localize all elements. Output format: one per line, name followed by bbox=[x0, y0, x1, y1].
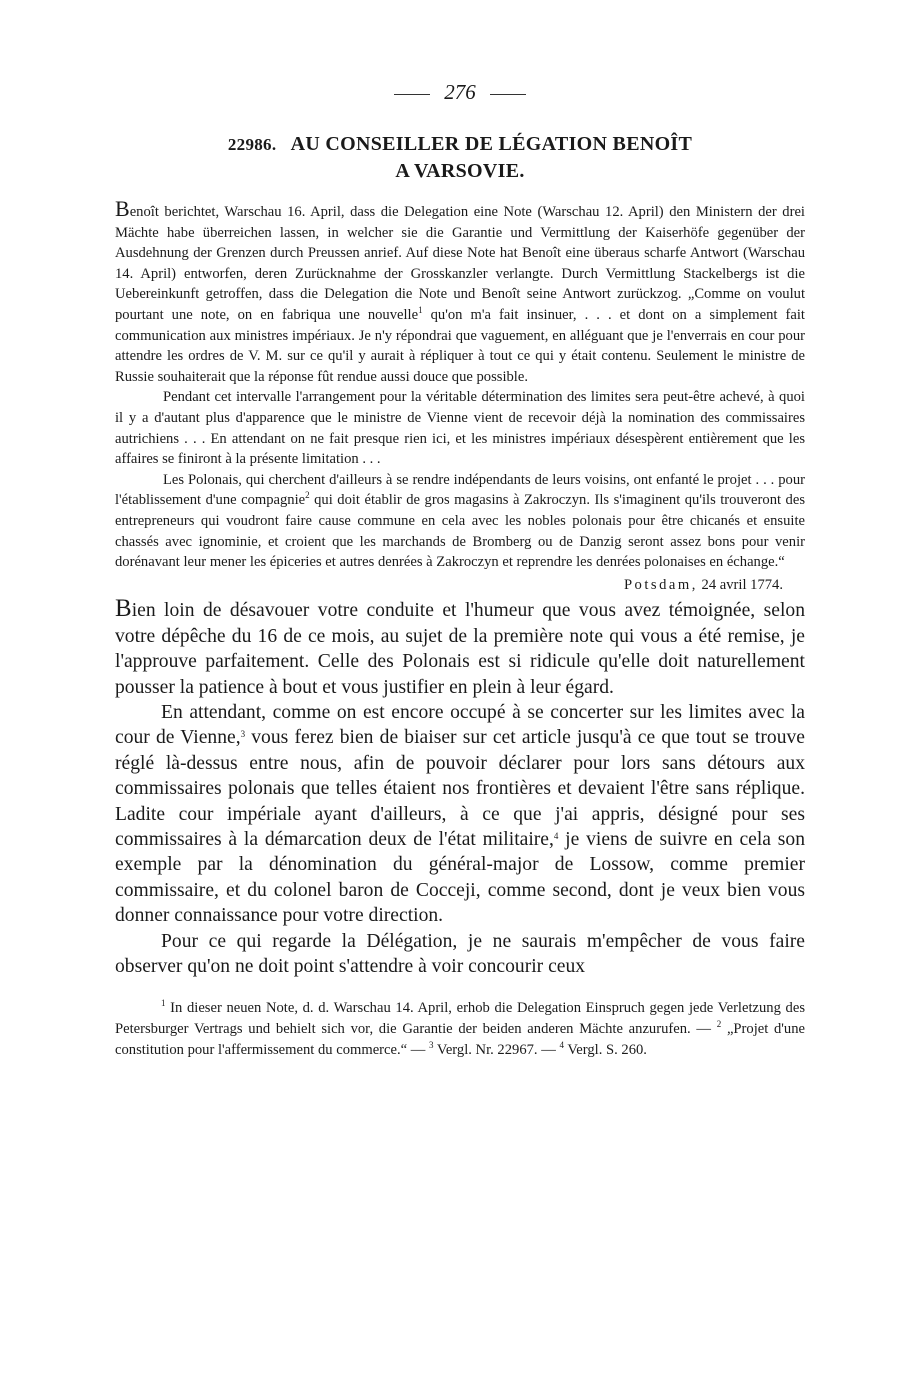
letter-initial: B bbox=[115, 595, 132, 623]
footnote-text: „Projet d'une constitution pour l'affermissement du commerce.“ — bbox=[115, 1020, 805, 1058]
letter-number: 22986. bbox=[227, 135, 277, 154]
footnote-mark-4: 4 bbox=[559, 1039, 564, 1050]
summary-paragraph-2: Pendant cet intervalle l'arrangement pour la véritable détermination des limites sera peut-être achevé, à quoi il y a d'autant plus d'apparence que le ministre de Vienne vient de recevoir déjà la nomination des commissaires autrichiens . . . En attendant on ne fait presque rien ici, et les ministres impériaux désespèrent entièrement que les affaires se finiront à la présente limitation . . . bbox=[115, 389, 805, 468]
letter-heading bbox=[115, 131, 805, 184]
letter-text: je viens de suivre en cela son exemple par la dénomination du général-major de Lossow, comme premier commissaire, et du colonel baron de Cocceji, comme second, dont je veux bien vous donner connaissance pour votre direction. bbox=[115, 828, 805, 927]
summary-initial: B bbox=[115, 196, 130, 221]
document-page bbox=[115, 80, 805, 1060]
letter-body bbox=[115, 595, 805, 979]
page-number-rule-right bbox=[490, 94, 526, 95]
editorial-summary bbox=[115, 196, 805, 573]
page-number-text: 276 bbox=[444, 80, 476, 104]
summary-paragraph-1 bbox=[115, 196, 805, 387]
dateline bbox=[115, 575, 783, 596]
footnote-mark-2: 2 bbox=[716, 1018, 722, 1029]
summary-paragraph-3 bbox=[115, 470, 805, 573]
footnote-text: In dieser neuen Note, d. d. Warschau 14. April, erhob die Delegation Einspruch gegen jede Verletzung des Petersburger Vertrags und behielt sich vor, die Garantie der beiden anderen Mächte anzurufen. — bbox=[115, 1000, 805, 1037]
heading-line-2: A VARSOVIE. bbox=[395, 160, 525, 182]
summary-text: qu'on m'a fait insinuer, . . . et dont on a simplement fait communication aux ministres impériaux. Je n'y répondrai que vaguement, en alléguant que je l'enverrais en cour pour attendre les ordres de V. M. sur ce qu'il y aurait à répliquer à tout ce qui y était contenu. Seulement le ministre de Russie souhaiterait que la réponse fût rendue aussi douce que possible. bbox=[115, 306, 805, 385]
letter-text: vous ferez bien de biaiser sur cet article jusqu'à ce que tout se trouve réglé là-dessus entre nous, afin de pouvoir déclarer pour lors sans détours aux commissaires polonais que telles étaient nos frontières et devaient l'être sans réplique. Ladite cour impériale ayant d'ailleurs, à ce que j'ai appris, désigné pour ses commissaires à la démarcation deux de l'état militaire, bbox=[115, 727, 805, 850]
footnote-block bbox=[115, 998, 805, 1060]
footnote-text: Vergl. S. 260. bbox=[563, 1041, 647, 1058]
footnotes bbox=[115, 998, 805, 1060]
letter-paragraph-1 bbox=[115, 595, 805, 700]
dateline-place: Potsdam, bbox=[623, 576, 698, 593]
summary-text: qui doit établir de gros magasins à Zakroczyn. Ils s'imaginent qu'ils trouveront des entrepreneurs qui voudront faire cause commune en cela avec les nobles polonais pour être chicanés et ensuite chassés avec ignominie, et croient que les marchands de Bromberg ou de Danzig seront assez bons pour venir dorénavant leur mener les épiceries et autres denrées à Zakroczyn et reprendre les denrées polonaises en échange.“ bbox=[115, 492, 805, 571]
footnote-ref-2: 2 bbox=[305, 490, 310, 501]
heading-line-1: AU CONSEILLER DE LÉGATION BENOÎT bbox=[290, 133, 693, 155]
footnote-ref-1: 1 bbox=[418, 304, 423, 315]
footnote-ref-4: 4 bbox=[553, 830, 559, 841]
letter-paragraph-3: Pour ce qui regarde la Délégation, je ne saurais m'empêcher de vous faire observer qu'on ne doit point s'attendre à voir concourir ceux bbox=[115, 930, 805, 977]
letter-paragraph-2 bbox=[115, 700, 805, 929]
footnote-ref-3: 3 bbox=[240, 729, 246, 740]
summary-text: enoît berichtet, Warschau 16. April, dass die Delegation eine Note (Warschau 12. April) den Ministern der drei Mächte habe überreichen lassen, in welcher sie die Garantie und Vermittlung der Kaiserhöfe gegenüber der Ausdehnung der Grenzen durch Preussen anrief. Auf diese Note hat Benoît eine überaus scharfe Antwort (Warschau 14. April) entworfen, deren Zurücknahme der Grosskanzler verlangte. Durch Vermittlung Stackelbergs ist die Uebereinkunft getroffen, dass die Delegation die Note und Benoît seine Antwort zurückzog. „Comme on voulut pourtant une note, on en fabriqua une nouvelle bbox=[115, 204, 805, 323]
page-number-rule-left bbox=[394, 94, 430, 95]
summary-text: Les Polonais, qui cherchent d'ailleurs à se rendre indépendants de leurs voisins, ont enfanté le projet . . . pour l'établissement d'une compagnie bbox=[115, 471, 805, 509]
letter-text: ien loin de désavouer votre conduite et l'humeur que vous avez témoignée, selon votre dépêche du 16 de ce mois, au sujet de la première note qui vous a été remise, je l'approuve parfaitement. Celle des Polonais est si ridicule qu'elle doit naturellement pousser la patience à bout et vous justifier en plein à leur égard. bbox=[115, 600, 805, 698]
footnote-mark-1: 1 bbox=[161, 998, 166, 1009]
page-number bbox=[115, 80, 805, 105]
footnote-text: Vergl. Nr. 22967. — bbox=[433, 1041, 560, 1058]
footnote-mark-3: 3 bbox=[429, 1039, 434, 1050]
letter-text: En attendant, comme on est encore occupé à se concerter sur les limites avec la cour de Vienne, bbox=[115, 701, 805, 749]
dateline-date: 24 avril 1774. bbox=[701, 576, 783, 593]
